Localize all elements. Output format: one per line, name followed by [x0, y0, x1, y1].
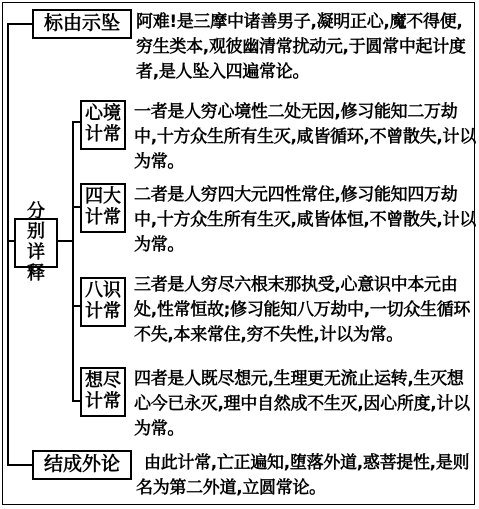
section-title-box: 标由示坠: [32, 9, 132, 39]
branch-text: 四者是人既尽想元,生理更无流止运转,生灭想心今已永灭,理中自然成不生灭,因心所度,计以为常。: [134, 369, 470, 439]
connector-top: [7, 23, 32, 25]
branch-title-box: 心境计常: [80, 100, 126, 150]
branch-text: 三者是人穷尽六根末那执受,心意识中本元由处,性常恒故;修习能知八万劫中,一切众生循环不失,本来常住,穷不失性,计以为常。: [134, 275, 471, 345]
main-trunk-line: [7, 23, 9, 465]
branch-text: 一者是人穷心境性二处无因,修习能知二万劫中,十方众生所有生灭,咸皆循环,不曾散失,计以为常。: [134, 102, 476, 172]
section-intro-text: 阿难!是三摩中诸善男子,凝明正心,魔不得便,穷生类本,观彼幽清常扰动元,于圆常中起计度者,是人坠入四遍常论。: [136, 12, 466, 82]
connector-branch-4: [72, 400, 80, 402]
branch-trunk-line: [72, 121, 74, 401]
branch-title-box: 四大计常: [80, 183, 126, 233]
section-title-box: 结成外论: [32, 450, 132, 480]
section-conclusion-text: 由此计常,亡正遍知,堕落外道,惑菩提性,是则名为第二外道,立圆常论。: [136, 453, 470, 498]
connector-root: [7, 240, 14, 242]
branch-title-box: 八识计常: [80, 277, 126, 327]
branch-text: 二者是人穷四大元四性常住,修习能知四万劫中,十方众生所有生灭,咸皆体恒,不曾散失,计以为常。: [134, 185, 476, 255]
branch-title-box: 想尽计常: [80, 367, 126, 417]
root-node-box: 分别详释: [14, 218, 58, 268]
connector-branch-3: [72, 305, 80, 307]
connector-branch-1: [72, 121, 80, 123]
connector-branch-2: [72, 206, 80, 208]
connector-bottom: [7, 464, 32, 466]
